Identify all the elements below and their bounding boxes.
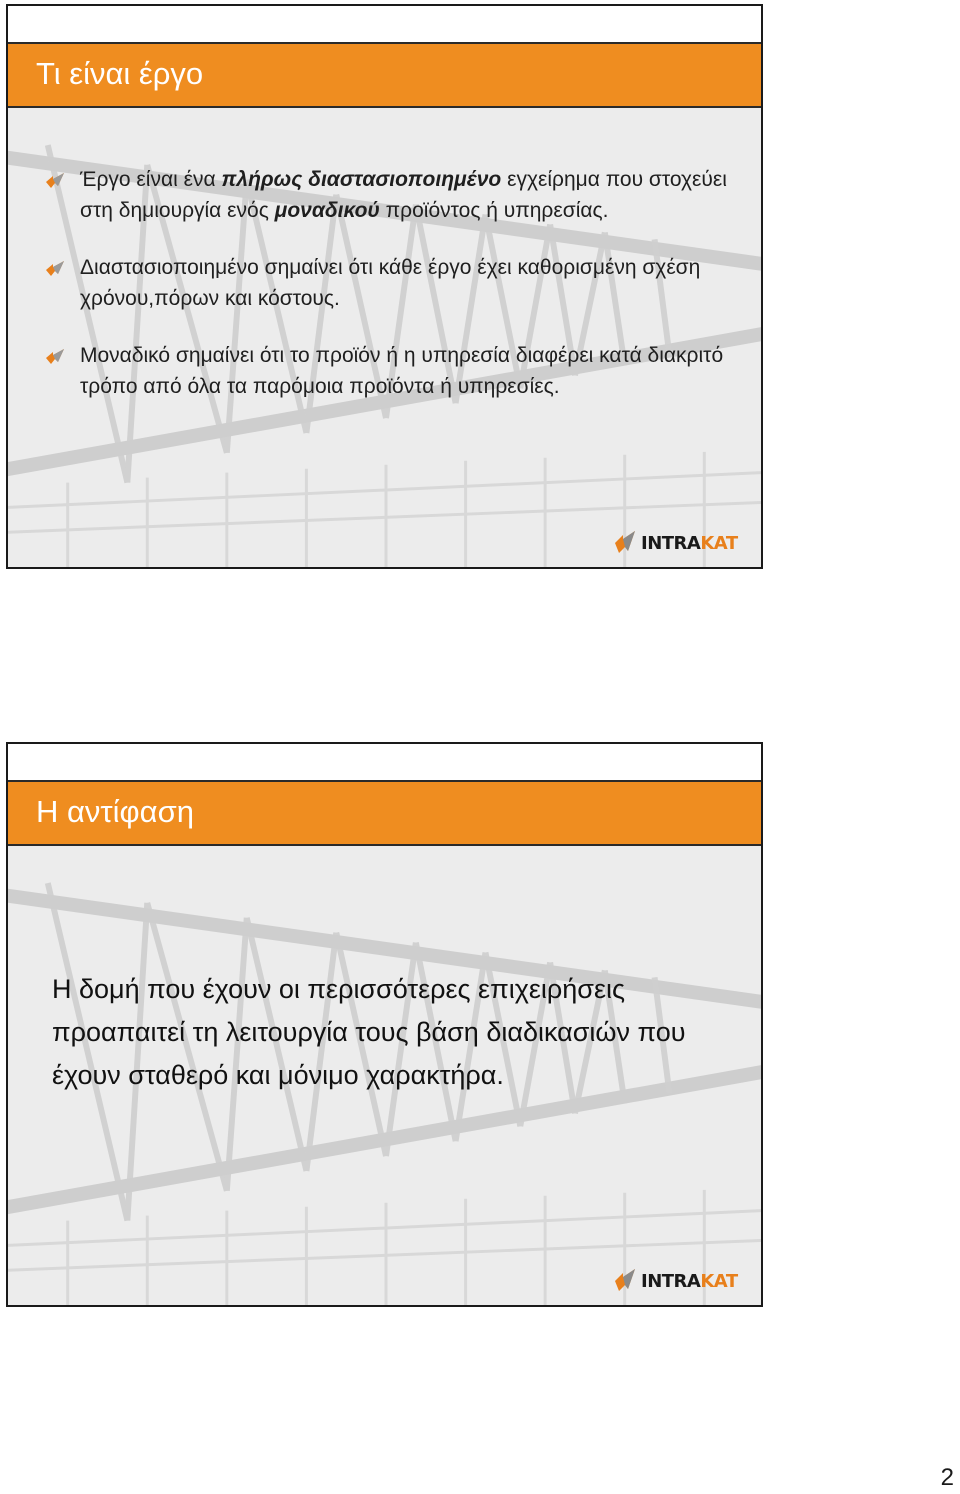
intrakat-logo-icon: [613, 529, 637, 555]
bullet-list: [44, 164, 744, 428]
logo-text-part2: KAT: [700, 1271, 738, 1292]
page-number: 2: [940, 1464, 954, 1491]
bullet-item: [44, 164, 744, 226]
logo-text: [641, 533, 738, 554]
orange-arrow-bullet-icon: [44, 344, 68, 368]
bullet-text: Έργο είναι ένα: [80, 168, 222, 191]
intrakat-logo-icon: [613, 1267, 637, 1293]
logo-text-part1: INTRA: [641, 533, 701, 554]
slide-title: Τι είναι έργο: [36, 56, 204, 91]
slide-1: [6, 4, 763, 569]
bullet-text: εγχείρημα που στοχεύει στη δημιουργία ενός: [80, 168, 727, 222]
slide-body-text: Η δομή που έχουν οι περισσότερες επιχειρήσεις προαπαιτεί τη λειτουργία τους βάση διαδικασιών που έχουν σταθερό και μόνιμο χαρακτήρα.: [52, 974, 686, 1090]
orange-arrow-bullet-icon: [44, 256, 68, 280]
logo-text-part2: KAT: [700, 533, 738, 554]
orange-arrow-bullet-icon: [44, 168, 68, 192]
bullet-item: [44, 340, 744, 402]
intrakat-logo: [613, 1267, 747, 1295]
slide-2: [6, 742, 763, 1307]
bullet-emphasis: πλήρως διαστασιοποιημένο: [221, 168, 502, 191]
title-bar: [8, 780, 761, 846]
intrakat-logo: [613, 529, 747, 557]
slide-title: Η αντίφαση: [36, 794, 194, 829]
logo-text-part1: INTRA: [641, 1271, 701, 1292]
bullet-text: Μοναδικό σημαίνει ότι το προϊόν ή η υπηρεσία διαφέρει κατά διακριτό τρόπο από όλα τα παρόμοια προϊόντα ή υπηρεσίες.: [80, 344, 724, 398]
bullet-text: προϊόντος ή υπηρεσίας.: [379, 199, 609, 222]
bullet-emphasis: μοναδικού: [274, 199, 380, 222]
logo-text: [641, 1271, 738, 1292]
bullet-item: [44, 252, 744, 314]
bullet-text: Διαστασιοποιημένο σημαίνει ότι κάθε έργο έχει καθορισμένη σχέση χρόνου,πόρων και κόστους.: [80, 256, 701, 310]
title-bar: [8, 42, 761, 108]
